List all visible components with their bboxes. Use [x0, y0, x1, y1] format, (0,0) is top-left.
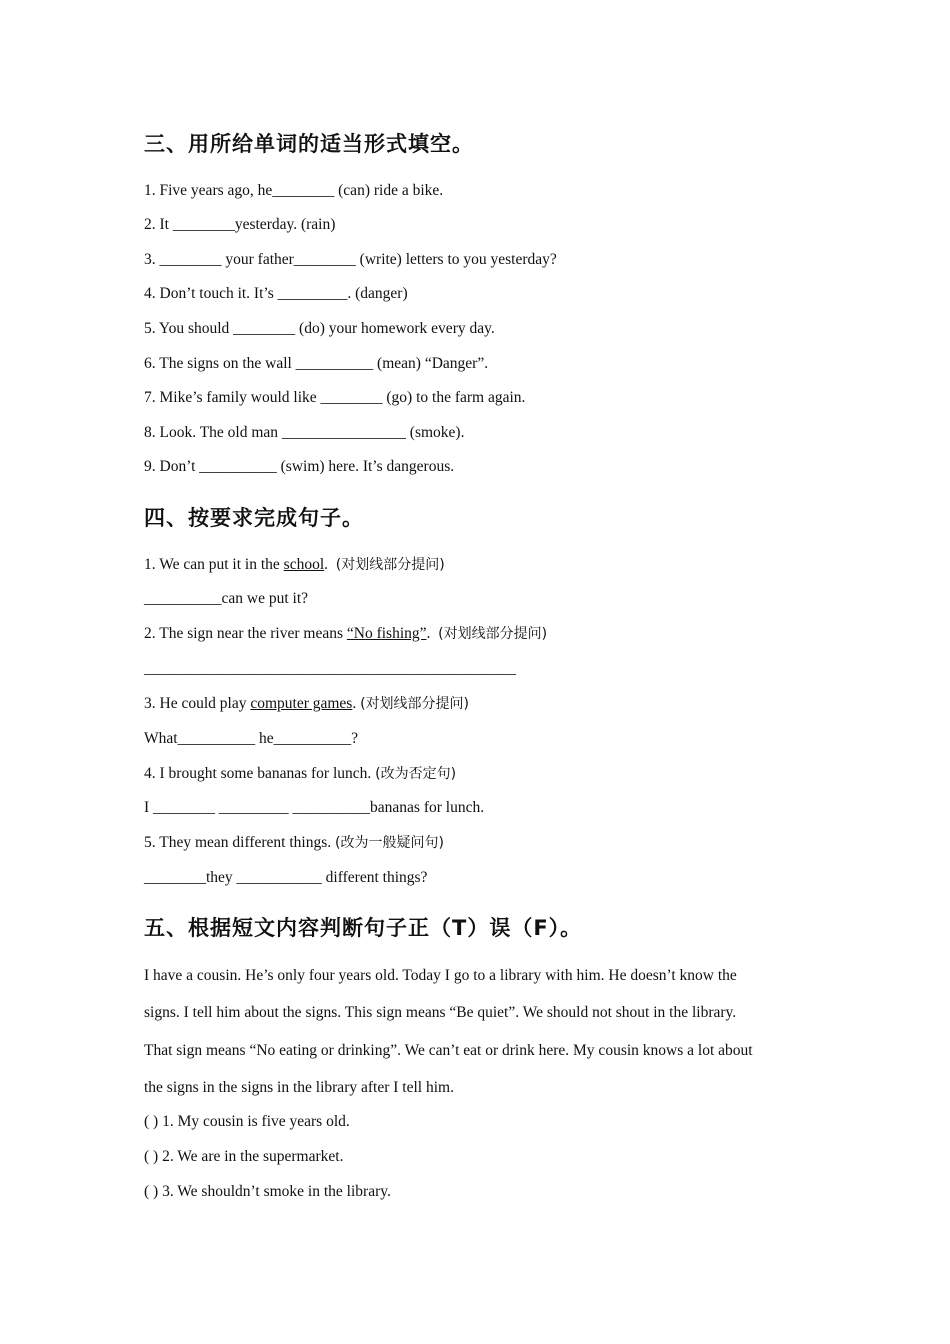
- s5-item-2: ( ) 2. We are in the supermarket.: [144, 1148, 344, 1165]
- s3-item-6: 6. The signs on the wall __________ (mean) “Danger”.: [144, 355, 489, 372]
- s4-q3-note: (对划线部分提问): [360, 696, 470, 712]
- s4-q5-answer: ________they ___________ different things?: [144, 869, 428, 886]
- s4-q4: [144, 764, 456, 784]
- s4-q3-answer: What__________ he__________?: [144, 730, 358, 747]
- s4-q1-answer: __________can we put it?: [144, 590, 309, 607]
- passage-line-1: I have a cousin. He’s only four years old. Today I go to a library with him. He doesn’t know the: [144, 967, 737, 984]
- s4-q4-text: 4. I brought some bananas for lunch.: [144, 765, 372, 782]
- section5-heading: 五、根据短文内容判断句子正（T）误（F）。: [144, 916, 583, 940]
- s5-item-1: ( ) 1. My cousin is five years old.: [144, 1113, 350, 1130]
- s3-item-3: 3. ________ your father________ (write) letters to you yesterday?: [144, 251, 557, 268]
- s4-q2-answer: ________________________________________________: [144, 660, 516, 677]
- s4-q4-note: (改为否定句): [375, 766, 457, 782]
- s4-q2: [144, 624, 547, 644]
- s4-q3: [144, 694, 469, 714]
- s4-q2-underlined: “No fishing”: [346, 625, 427, 642]
- s3-item-9: 9. Don’t __________ (swim) here. It’s dangerous.: [144, 458, 455, 475]
- s4-q3-text: 3. He could play: [144, 695, 251, 712]
- s3-item-2: 2. It ________yesterday. (rain): [144, 216, 336, 233]
- s4-q5: [144, 833, 444, 853]
- s4-q1-note: (对划线部分提问): [335, 557, 445, 573]
- s4-q1-text: 1. We can put it in the: [144, 556, 284, 573]
- section3-heading: 三、用所给单词的适当形式填空。: [144, 132, 474, 156]
- s4-q5-text: 5. They mean different things.: [144, 834, 332, 851]
- s4-q4-answer: I ________ _________ __________bananas for lunch.: [144, 799, 485, 816]
- s4-q1-post: .: [324, 556, 329, 573]
- s3-item-5: 5. You should ________ (do) your homework every day.: [144, 320, 495, 337]
- s4-q1: [144, 555, 445, 575]
- passage-line-4: the signs in the signs in the library after I tell him.: [144, 1079, 454, 1096]
- s4-q2-post: .: [426, 625, 431, 642]
- s4-q1-underlined: school: [283, 556, 325, 573]
- passage-line-3: That sign means “No eating or drinking”. We can’t eat or drink here. My cousin knows a lot about: [144, 1042, 753, 1059]
- s4-q5-note: (改为一般疑问句): [334, 835, 444, 851]
- s5-item-3: ( ) 3. We shouldn’t smoke in the library.: [144, 1183, 391, 1200]
- s4-q2-note: (对划线部分提问): [438, 626, 548, 642]
- s3-item-4: 4. Don’t touch it. It’s _________. (danger): [144, 285, 408, 302]
- s4-q3-post: .: [352, 695, 357, 712]
- s3-item-7: 7. Mike’s family would like ________ (go) to the farm again.: [144, 389, 526, 406]
- passage-line-2: signs. I tell him about the signs. This sign means “Be quiet”. We should not shout in the library.: [144, 1004, 737, 1021]
- s3-item-8: 8. Look. The old man ________________ (smoke).: [144, 424, 465, 441]
- s4-q3-underlined: computer games: [250, 695, 353, 712]
- s4-q2-text: 2. The sign near the river means: [144, 625, 347, 642]
- s3-item-1: 1. Five years ago, he________ (can) ride a bike.: [144, 182, 444, 199]
- section4-heading: 四、按要求完成句子。: [144, 506, 364, 530]
